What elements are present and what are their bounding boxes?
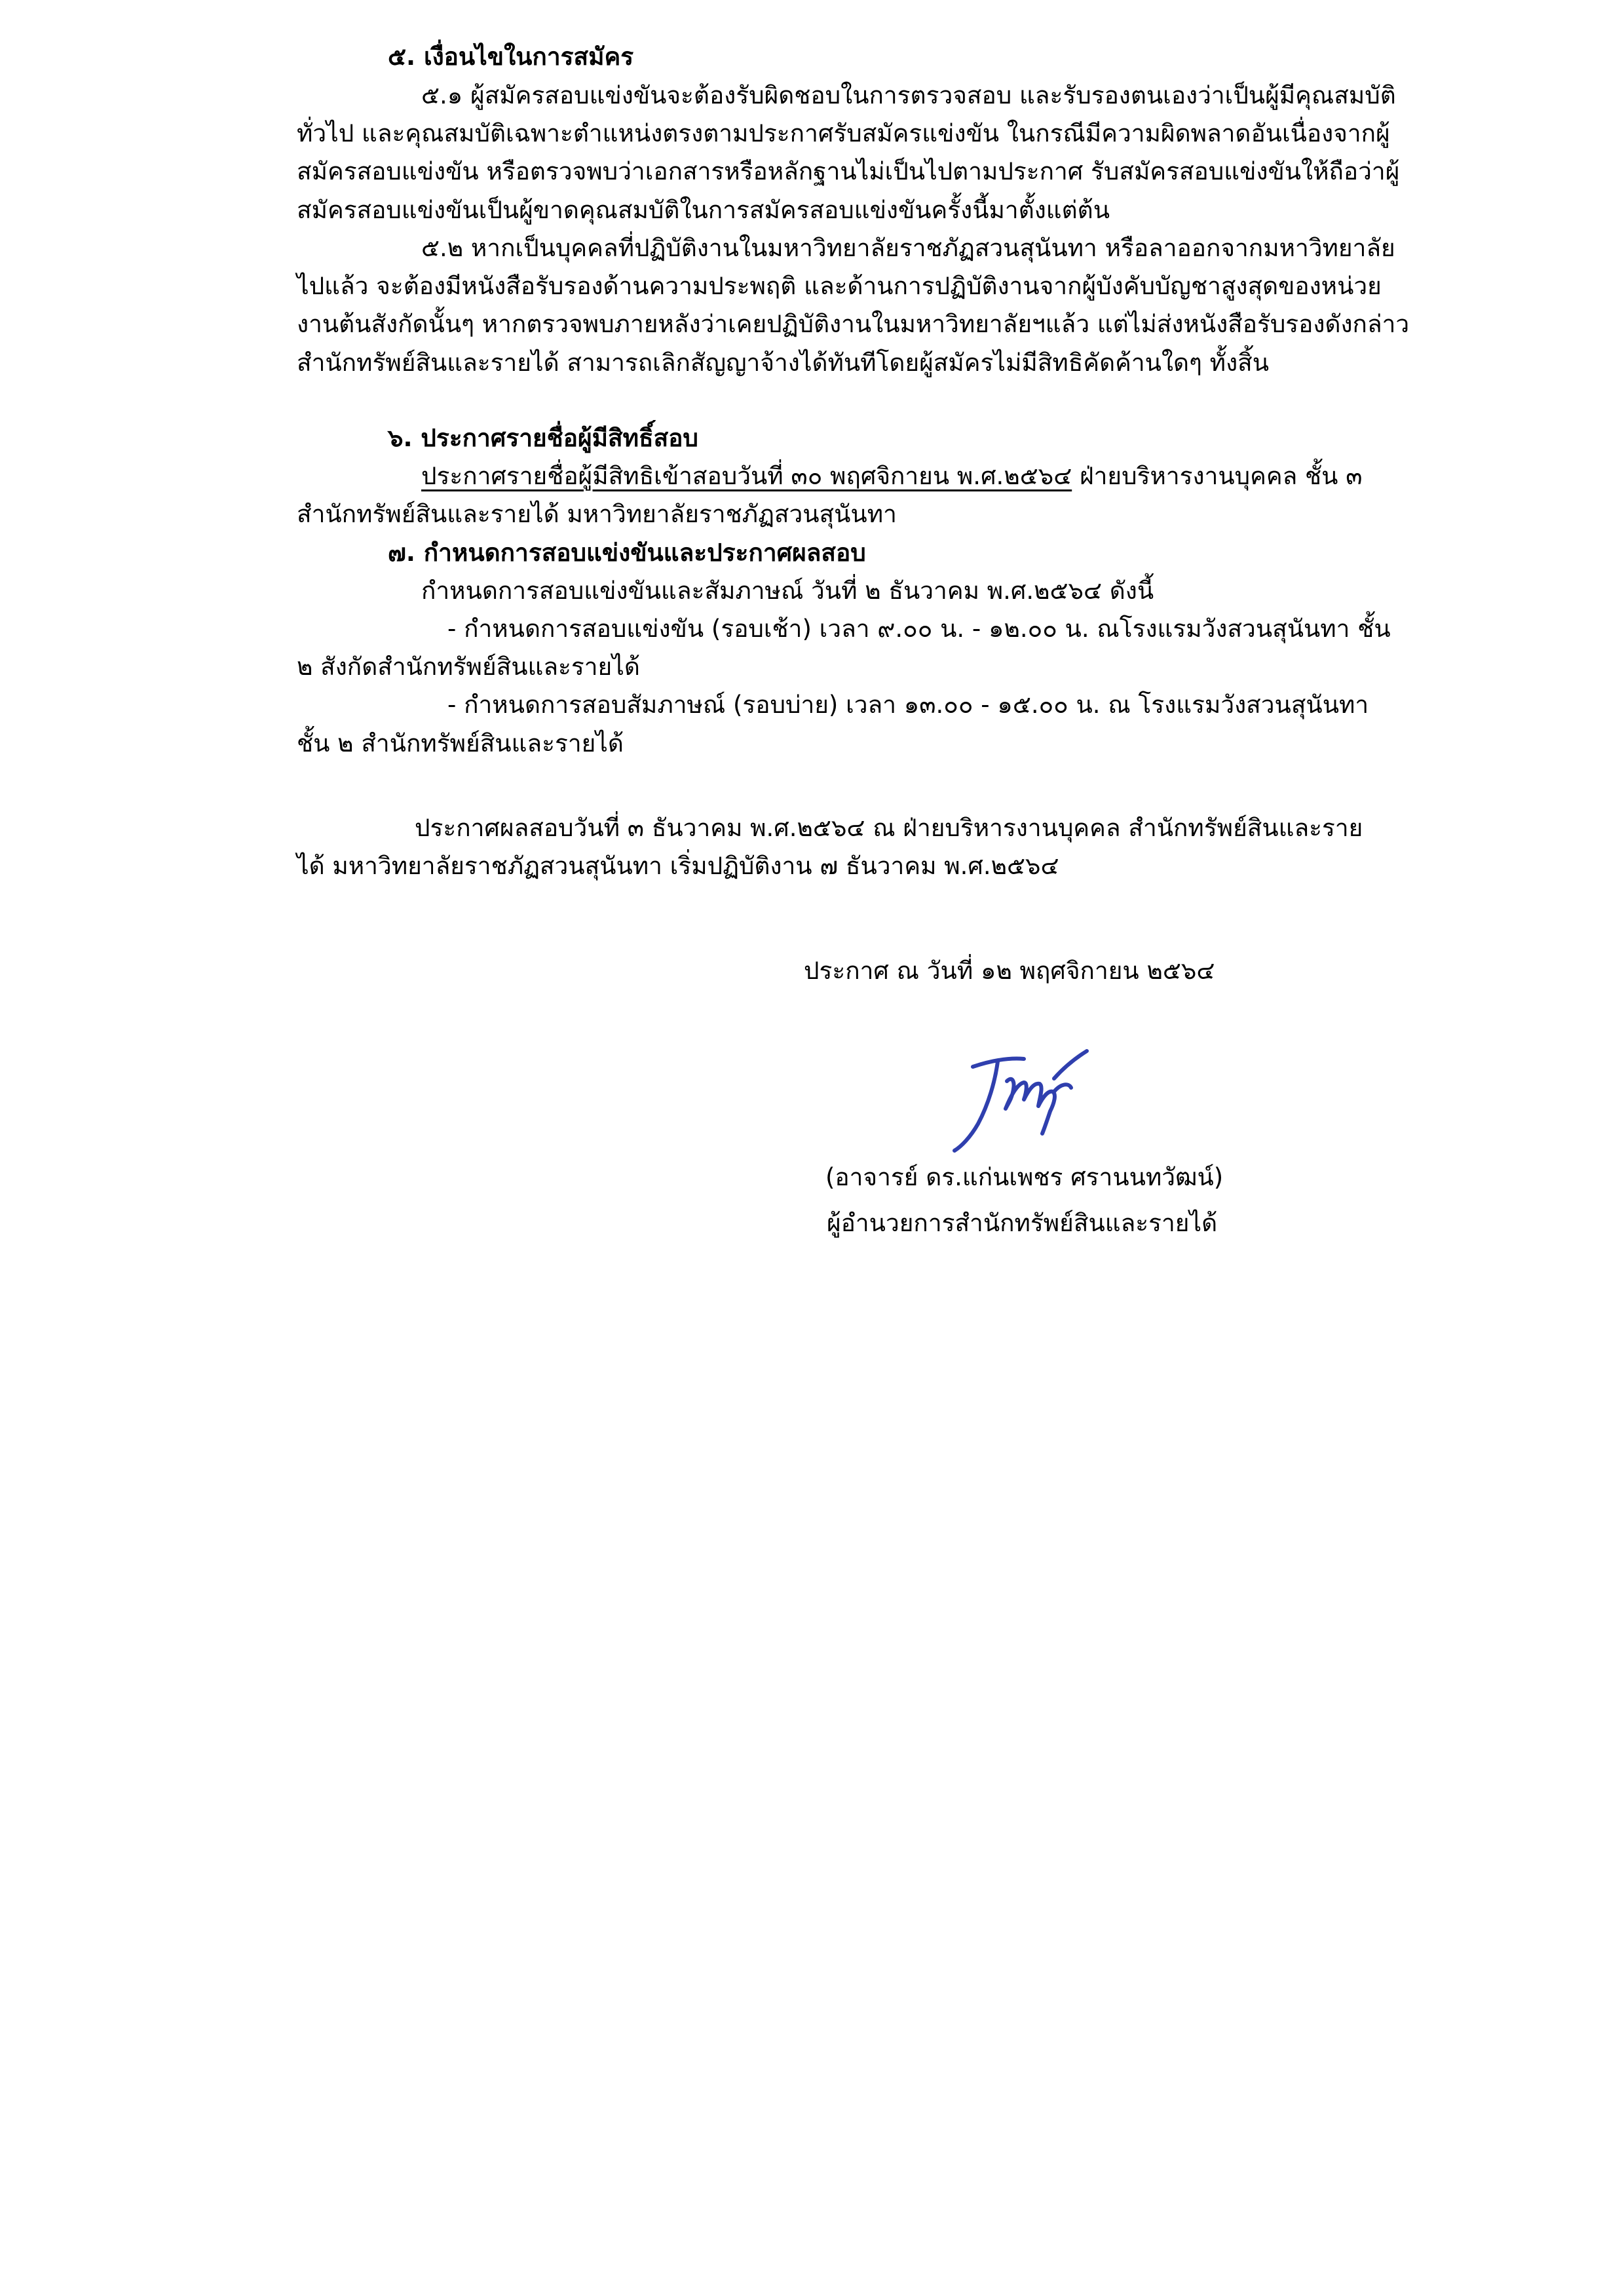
section-7-item-1-line-2: ๒ สังกัดสำนักทรัพย์สินและรายได้: [297, 653, 640, 681]
section-6-line-1: [421, 457, 1363, 495]
result-announcement-line-2: ได้ มหาวิทยาลัยราชภัฏสวนสุนันทา เริ่มปฏิบัติงาน ๗ ธันวาคม พ.ศ.๒๕๖๔: [297, 852, 1059, 880]
signer-position: ผู้อำนวยการสำนักทรัพย์สินและรายได้: [827, 1209, 1218, 1237]
section-7-item-1-line-1: - กำหนดการสอบแข่งขัน (รอบเช้า) เวลา ๙.๐๐ น. - ๑๒.๐๐ น. ณโรงแรมวังสวนสุนันทา ชั้น: [447, 615, 1391, 643]
exam-eligible-location: ฝ่ายบริหารงานบุคคล ชั้น ๓: [1072, 462, 1363, 490]
section-5-1-line-3: สมัครสอบแข่งขัน หรือตรวจพบว่าเอกสารหรือหลักฐานไม่เป็นไปตามประกาศ รับสมัครสอบแข่งขันให้ถือว่าผู้: [297, 157, 1400, 185]
section-5-1-line-4: สมัครสอบแข่งขันเป็นผู้ขาดคุณสมบัติในการสมัครสอบแข่งขันครั้งนี้มาตั้งแต่ต้น: [297, 196, 1110, 224]
signer-name: (อาจารย์ ดร.แก่นเพชร ศรานนทวัฒน์): [825, 1163, 1224, 1191]
section-7-intro: กำหนดการสอบแข่งขันและสัมภาษณ์ วันที่ ๒ ธันวาคม พ.ศ.๒๕๖๔ ดังนี้: [421, 577, 1154, 605]
section-5-2-line-2: ไปแล้ว จะต้องมีหนังสือรับรองด้านความประพฤติ และด้านการปฏิบัติงานจากผู้บังคับบัญชาสูงสุดของหน่วย: [297, 272, 1382, 300]
handwritten-signature: [947, 1035, 1110, 1160]
section-7-item-2-line-1: - กำหนดการสอบสัมภาษณ์ (รอบบ่าย) เวลา ๑๓.๐๐ - ๑๕.๐๐ น. ณ โรงแรมวังสวนสุนันทา: [447, 691, 1369, 719]
announcement-date: ประกาศ ณ วันที่ ๑๒ พฤศจิกายน ๒๕๖๔: [804, 957, 1215, 985]
result-announcement-line-1: ประกาศผลสอบวันที่ ๓ ธันวาคม พ.ศ.๒๕๖๔ ณ ฝ่ายบริหารงานบุคคล สำนักทรัพย์สินและราย: [415, 814, 1363, 842]
section-6-heading: ๖. ประกาศรายชื่อผู้มีสิทธิ์สอบ: [388, 424, 698, 452]
section-5-heading: ๕. เงื่อนไขในการสมัคร: [388, 43, 634, 71]
section-5-2-line-1: ๕.๒ หากเป็นบุคคลที่ปฏิบัติงานในมหาวิทยาลัยราชภัฏสวนสุนันทา หรือลาออกจากมหาวิทยาลัย: [421, 234, 1395, 262]
section-5-1-line-2: ทั่วไป และคุณสมบัติเฉพาะตำแหน่งตรงตามประกาศรับสมัครแข่งขัน ในกรณีมีความผิดพลาดอันเนื่องจากผู้: [297, 119, 1390, 147]
section-5-2-line-4: สำนักทรัพย์สินและรายได้ สามารถเลิกสัญญาจ้างได้ทันทีโดยผู้สมัครไม่มีสิทธิคัดค้านใดๆ ทั้งสิ้น: [297, 349, 1270, 377]
section-5-1-line-1: ๕.๑ ผู้สมัครสอบแข่งขันจะต้องรับผิดชอบในการตรวจสอบ และรับรองตนเองว่าเป็นผู้มีคุณสมบัติ: [421, 81, 1396, 109]
exam-eligible-announcement-date: ประกาศรายชื่อผู้มีสิทธิเข้าสอบวันที่ ๓๐ พฤศจิกายน พ.ศ.๒๕๖๔: [421, 462, 1072, 490]
section-6-line-2: สำนักทรัพย์สินและรายได้ มหาวิทยาลัยราชภัฏสวนสุนันทา: [297, 500, 897, 528]
section-7-item-2-line-2: ชั้น ๒ สำนักทรัพย์สินและรายได้: [297, 729, 624, 757]
section-7-heading: ๗. กำหนดการสอบแข่งขันและประกาศผลสอบ: [388, 539, 866, 567]
section-5-2-line-3: งานต้นสังกัดนั้นๆ หากตรวจพบภายหลังว่าเคยปฏิบัติงานในมหาวิทยาลัยฯแล้ว แต่ไม่ส่งหนังสือรับรองดังกล่าว: [297, 310, 1410, 338]
